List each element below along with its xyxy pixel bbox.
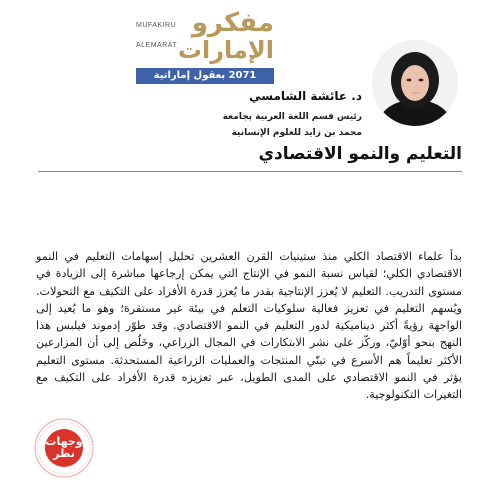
article-title: التعليم والنمو الاقتصادي — [258, 144, 462, 164]
article-body: بدأ علماء الاقتصاد الكلي منذ ستينيات القرن العشرين تحليل إسهامات التعليم في النمو الاقتصادي الكلي؛ لقياس نسبة النمو في الإنتاج التي يمكن إرجاعها مباشرة إلى الزيادة في مستوى التدريب. التعليم لا يُعزز الإنتاجية بقدر ما يُعزز قدرة الأفراد على التكيف مع التحولات. ويُسهم التعليم في تعزيز فعالية سلوكيات التعلم في بيئة غير مستقرة؛ وهو ما يُعيد إلى الواجهة رؤيةً أكثر ديناميكية لدور التعليم في النمو الاقتصادي. وقد طوّر إدموند فيلبس هذا النهج بنحو أوّليّ، وركّز على نشر الابتكارات في المجال الزراعي، وخَلُص إلى أن المزارعين الأكثر تعليماً هم الأسرع في تبنّي المنتجات والعمليات الزراعية المستحدثة. مستوى التعليم يؤثر في النمو الاقتصادي على المدى الطويل، عبر تعزيزه قدرة الأفراد على التكيف مع التغيرات التكنولوجية. — [36, 250, 462, 402]
logo-arabic-line2: الإمارات — [177, 36, 274, 64]
viewpoints-stamp — [34, 418, 94, 478]
author-portrait-image — [372, 40, 458, 126]
logo-arabic-line1: مفكرو — [191, 8, 274, 38]
stamp-line1: وجهات — [45, 435, 83, 448]
title-divider — [38, 171, 462, 172]
mufakiru-alemarat-logo — [136, 8, 274, 82]
author-role-line1: رئيس قسم اللغة العربية بجامعة — [222, 112, 362, 122]
logo-english-line2: ALEMARAT — [136, 42, 178, 49]
logo-tagline-band: 2071 بعقول إماراتية — [136, 68, 274, 84]
stamp-text — [34, 436, 94, 460]
logo-english-line1: MUFAKIRU — [136, 22, 177, 29]
author-portrait — [372, 40, 458, 126]
author-role — [132, 109, 362, 141]
author-role-line2: محمد بن زايد للعلوم الإنسانية — [231, 128, 362, 138]
author-name: د. عائشة الشامسي — [249, 89, 362, 103]
stamp-line2: نظر — [53, 447, 75, 460]
author-block — [132, 89, 362, 141]
